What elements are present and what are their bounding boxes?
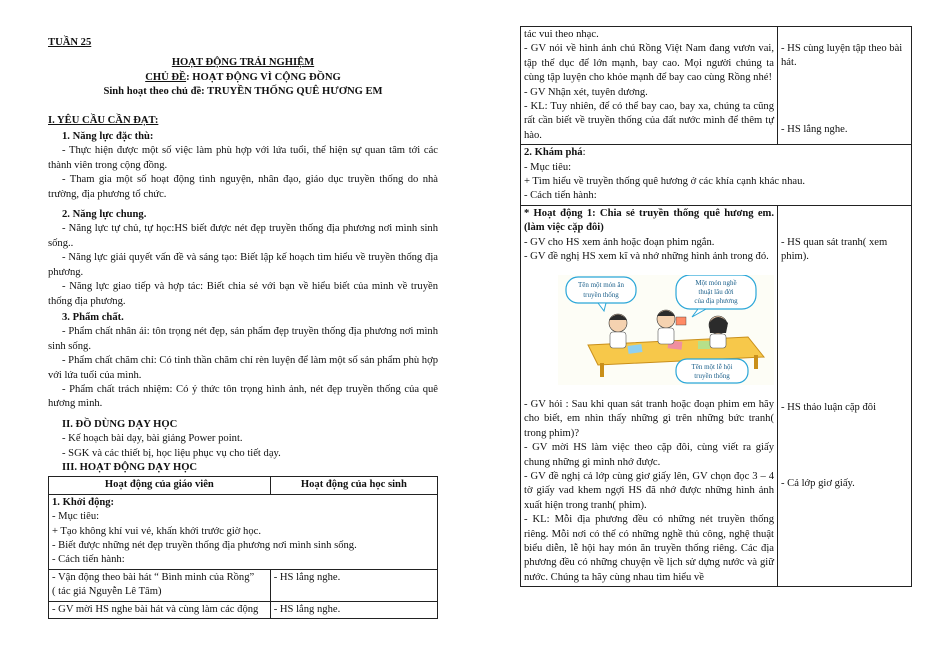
svg-text:thuật lâu đời: thuật lâu đời xyxy=(698,287,734,296)
section-1-1-title: 1. Năng lực đặc thù: xyxy=(62,131,154,143)
khoi-dong-cell: 1. Khởi động: - Mục tiêu: + Tạo không khí vui vẻ, khấn khởi trước giờ học. - Biết được những nét đẹp truyền thống địa phương nơi mình sinh sống. - Cách tiến hành: xyxy=(49,494,438,569)
svg-text:Tên một món ăn: Tên một món ăn xyxy=(577,280,625,289)
col-header-student: Hoạt động của học sinh xyxy=(270,477,437,494)
week-label: TUẦN 25 xyxy=(48,37,92,48)
svg-text:Một món nghề: Một món nghề xyxy=(695,278,737,287)
table-cell-student: - HS quan sát tranh( xem phim). - HS thảo luận cặp đôi - Cả lớp giơ giấy. xyxy=(778,205,912,586)
svg-text:Tên một lễ hội: Tên một lễ hội xyxy=(691,362,733,371)
paragraph: - Năng lực giao tiếp và hợp tác: Biết chia sẻ với bạn về hiểu biết của mình về truyền thống địa phương. xyxy=(48,281,438,307)
paragraph: - Phẩm chất trách nhiệm: Có ý thức tôn trọng hình ảnh, nét đẹp truyền thống của quê hương mình. xyxy=(48,383,438,410)
right-page xyxy=(520,26,912,587)
topic-line: CHỦ ĐỀ: HOẠT ĐỘNG VÌ CỘNG ĐỒNG xyxy=(145,71,341,83)
table-cell-teacher: tác vui theo nhạc. - GV nói về hình ảnh chú Rồng Việt Nam đang vươn vai, tập thể dục để lớn mạnh, bay cao. Mọi người chúng ta cùng tập luyện cho khỏe mạnh để bay cao cùng Rồng nhé! - GV Nhận xét, tuyên dương. - KL: Tuy nhiên, để có thể bay cao, bay xa, chúng ta cũng rất cần biết về truyền thống của đất nước mình để thêm tự hào. xyxy=(521,27,778,145)
svg-text:truyền thống: truyền thống xyxy=(583,290,619,299)
section-3-title: III. HOẠT ĐỘNG DẠY HỌC xyxy=(62,461,198,473)
classroom-illustration xyxy=(558,275,774,385)
paragraph: - Kế hoạch bài dạy, bài giảng Power point. xyxy=(62,433,243,445)
paragraph: - Tham gia một số hoạt động tình nguyện, nhân đạo, giáo dục truyền thống do nhà trường, địa phương tổ chức. xyxy=(48,174,438,200)
table-cell-student: - HS lắng nghe. xyxy=(270,601,437,618)
table-cell-teacher: - Vận động theo bài hát “ Bình minh của Rồng” ( tác giả Nguyễn Lê Tâm) xyxy=(49,569,271,601)
activity-table-right xyxy=(520,26,912,587)
left-page xyxy=(48,26,438,619)
paragraph: - Phẩm chất chăm chỉ: Có tinh thần chăm chỉ rèn luyện để làm một số sản phẩm phù hợp với lứa tuổi của mình. xyxy=(48,355,439,381)
kham-pha-cell: 2. Khám phá: - Mục tiêu: + Tìm hiểu về truyền thống quê hương ở các khía cạnh khác nhau. - Cách tiến hành: xyxy=(521,145,912,206)
subtitle: Sinh hoạt theo chủ đề: TRUYỀN THỐNG QUÊ HƯƠNG EM xyxy=(103,86,383,98)
section-1-title: I. YÊU CẦU CẦN ĐẠT: xyxy=(48,114,159,126)
table-cell-teacher: * Hoạt động 1: Chia sẻ truyền thống quê hương em. (làm việc cặp đôi) - GV cho HS xem ảnh hoặc đoạn phim ngắn. - GV đề nghị HS xem kĩ và nhớ những hình ảnh trong đó. Tên một món ăn truyền thống Một món nghề thuật lâu đời của địa phương Tên một lễ hội truyền thống - GV hỏi : Sau khi quan sát tranh hoặc đoạn phim em hãy cho biết, em nhìn thấy những gì trên những bức tranh( trong phim)? - GV mời HS làm việc theo cặp đôi, cùng viết ra giấy chung những gì mình nhớ được. - GV đề nghị cả lớp cùng giơ giấy lên, GV chọn đọc 3 – 4 tờ giấy vad khem ngợi HS đã nhớ được những hình ảnh xuất hiện trong tranh( phim). - KL: Mỗi địa phương đều có những nét truyền thống riêng. Mỗi nơi có thể có những nghề thủ công, nghệ thuật biểu diễn, lễ hội hay món ăn truyền thống riêng. Các địa phương đều có những chuyện về lịch sử dựng nước và giữ nước. Chúng ta hãy cùng nhau tìm hiểu về xyxy=(521,205,778,586)
doc-title: HOẠT ĐỘNG TRẢI NGHIỆM xyxy=(171,57,315,69)
table-cell-teacher: - GV mời HS nghe bài hát và cùng làm các động xyxy=(49,601,271,618)
paragraph: - Năng lực tự chủ, tự học:HS biết được nét đẹp truyền thống địa phương nơi mình sinh sống.. xyxy=(48,223,438,249)
paragraph: - Năng lực giải quyết vấn đề và sáng tạo: Biết lập kế hoạch tìm hiểu về truyền thống địa phương. xyxy=(48,252,438,278)
svg-text:truyền thống: truyền thống xyxy=(694,371,730,380)
col-header-teacher: Hoạt động của giáo viên xyxy=(49,477,271,494)
section-2-title: II. ĐỒ DÙNG DẠY HỌC xyxy=(62,418,178,430)
activity-table-left xyxy=(48,476,438,619)
svg-text:của địa phương: của địa phương xyxy=(694,296,738,305)
table-cell-student: - HS cùng luyện tập theo bài hát. - HS lắng nghe. xyxy=(778,27,912,145)
table-cell-student: - HS lắng nghe. xyxy=(270,569,437,601)
paragraph: - SGK và các thiết bị, học liệu phục vụ cho tiết dạy. xyxy=(62,447,281,459)
section-1-2-title: 2. Năng lực chung. xyxy=(62,209,147,221)
paragraph: - Phẩm chất nhân ái: tôn trọng nét đẹp, sản phẩm đẹp truyền thống địa phương nơi mình sinh sống. xyxy=(48,326,438,352)
section-1-3-title: 3. Phẩm chất. xyxy=(62,311,124,323)
paragraph: - Thực hiện được một số việc làm phù hợp với lứa tuổi, thể hiện sự quan tâm tới các thành viên trong cộng đồng. xyxy=(48,145,438,171)
